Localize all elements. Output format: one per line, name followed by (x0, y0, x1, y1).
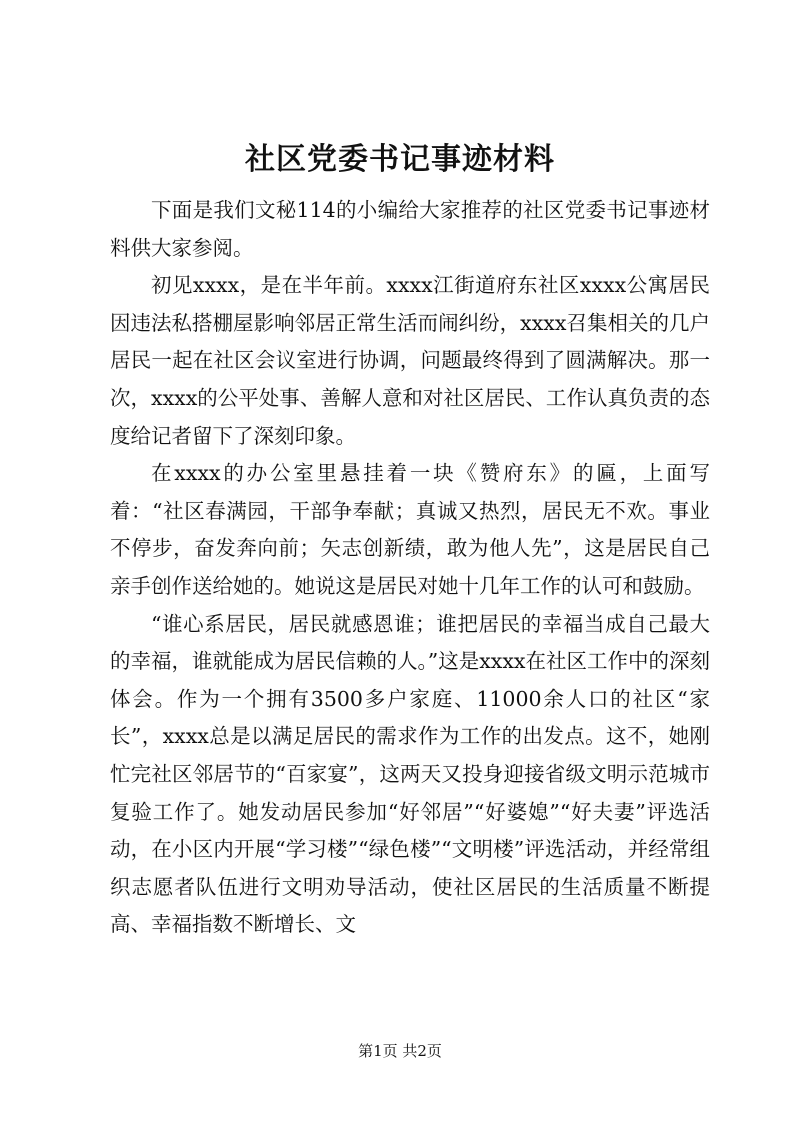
document-body (110, 192, 710, 944)
paragraph-intro: 下面是我们文秘114的小编给大家推荐的社区党委书记事迹材料供大家参阅。 (110, 198, 710, 260)
paragraph-plaque: 在xxxx的办公室里悬挂着一块《赞府东》的匾，上面写着：“社区春满园，干部争奉献；真诚又热烈，居民无不欢。事业不停步，奋发奔向前；矢志创新绩，敢为他人先”，这是居民自己亲手创作送给她的。她说这是居民对她十几年工作的认可和鼓励。 (110, 461, 710, 598)
document-title: 社区党委书记事迹材料 (245, 142, 555, 177)
page-number-footer: 第1页 共2页 (358, 1042, 442, 1060)
paragraph-work-experience: “谁心系居民，居民就感恩谁；谁把居民的幸福当成自己最大的幸福，谁就能成为居民信赖的人。”这是xxxx在社区工作中的深刻体会。作为一个拥有3500多户家庭、11000余人口的社区“家长”，xxxx总是以满足居民的需求作为工作的出发点。这不，她刚忙完社区邻居节的“百家宴”，这两天又投身迎接省级文明示范城市复验工作了。她发动居民参加“好邻居”“好婆媳”“好夫妻”评选活动，在小区内开展“学习楼”“绿色楼”“文明楼”评选活动，并经常组织志愿者队伍进行文明劝导活动，使社区居民的生活质量不断提高、幸福指数不断增长、文 (110, 611, 710, 937)
paragraph-first-meeting: 初见xxxx，是在半年前。xxxx江街道府东社区xxxx公寓居民因违法私搭棚屋影响邻居正常生活而闹纠纷，xxxx召集相关的几户居民一起在社区会议室进行协调，问题最终得到了圆满解决。那一次，xxxx的公平处事、善解人意和对社区居民、工作认真负责的态度给记者留下了深刻印象。 (110, 273, 710, 448)
